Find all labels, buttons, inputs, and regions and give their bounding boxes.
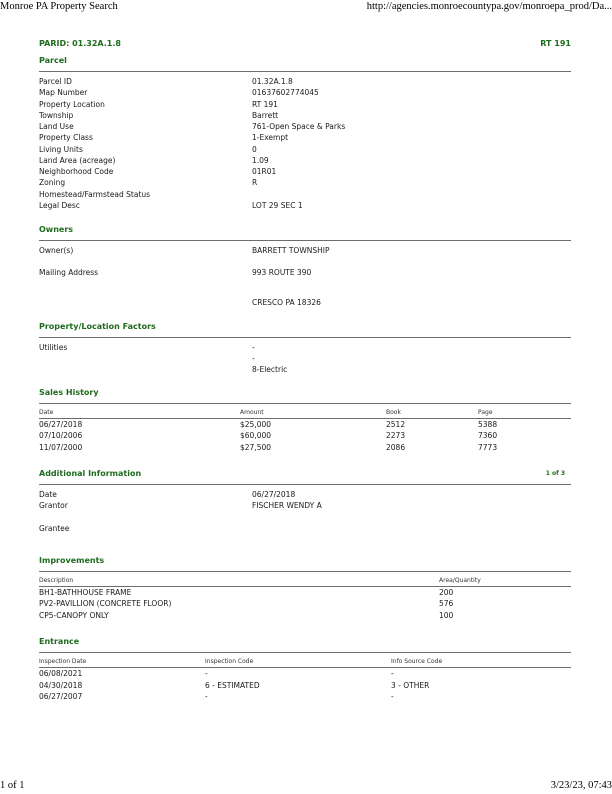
entrance-header-row	[39, 657, 571, 668]
parcel-section-title: Parcel	[39, 56, 571, 72]
owner-value: BARRETT TOWNSHIP	[252, 246, 330, 255]
property-record	[39, 36, 571, 703]
table-cell: -	[391, 692, 394, 702]
improvements-rows	[39, 586, 571, 621]
table-cell: 11/07/2000	[39, 442, 83, 452]
column-header: Date	[39, 408, 54, 416]
mailing-address-line2: CRESCO PA 18326	[252, 297, 321, 307]
parcel-field-value: LOT 29 SEC 1	[252, 200, 303, 210]
improvements-header-row	[39, 576, 571, 587]
table-cell: 2273	[386, 431, 406, 440]
print-page-number: 1 of 1	[0, 780, 25, 791]
parcel-section	[39, 56, 571, 211]
additional-date-row	[39, 489, 571, 500]
parcel-field-row	[39, 166, 571, 177]
table-cell: 7773	[478, 442, 498, 452]
mailing-address-row-2	[39, 297, 571, 308]
parcel-field-label: Property Class	[39, 133, 93, 143]
parcel-field-value: 01.32A.1.8	[252, 77, 293, 86]
print-page-title: Monroe PA Property Search	[0, 1, 118, 12]
column-header: Inspection Date	[39, 658, 87, 666]
improvements-section-title: Improvements	[39, 556, 571, 572]
table-cell: 100	[439, 610, 454, 620]
table-row	[39, 442, 571, 454]
owners-section	[39, 225, 571, 308]
table-cell: $60,000	[240, 431, 272, 440]
parcel-field-label: Neighborhood Code	[39, 167, 114, 176]
header-address: RT 191	[540, 39, 571, 48]
table-cell: 2086	[386, 442, 406, 452]
parcel-field-value	[252, 189, 571, 200]
table-cell: 07/10/2006	[39, 431, 83, 440]
parid-label: PARID: 01.32A.1.8	[39, 39, 121, 48]
parcel-field-label: Property Location	[39, 99, 105, 109]
column-header: Book	[386, 408, 401, 416]
parcel-field-row	[39, 110, 571, 121]
parcel-rows	[39, 76, 571, 211]
table-row	[39, 691, 571, 703]
table-cell: 06/08/2021	[39, 669, 83, 679]
table-cell: 06/27/2018	[39, 419, 83, 429]
parcel-field-value: R	[252, 178, 258, 188]
parcel-field-value: 761-Open Space & Parks	[252, 122, 346, 131]
utilities-values	[252, 342, 571, 376]
grantee-value	[252, 523, 571, 534]
entrance-section-title: Entrance	[39, 637, 571, 653]
column-header: Amount	[240, 408, 264, 416]
table-cell: $27,500	[240, 442, 272, 452]
parcel-field-row	[39, 189, 571, 200]
date-label: Date	[39, 490, 57, 499]
table-cell: 3 - OTHER	[391, 680, 430, 690]
parcel-field-value: 1.09	[252, 155, 269, 165]
parcel-field-row	[39, 132, 571, 143]
parcel-field-row	[39, 99, 571, 110]
parcel-field-row	[39, 200, 571, 211]
mailing-address-label: Mailing Address	[39, 268, 99, 278]
improvements-section	[39, 556, 571, 622]
parcel-field-label: Legal Desc	[39, 200, 80, 210]
utility-value: 8-Electric	[252, 365, 288, 375]
owner-label: Owner(s)	[39, 246, 74, 255]
parcel-field-row	[39, 155, 571, 166]
table-cell: 200	[439, 587, 454, 597]
print-header	[0, 1, 612, 15]
table-cell: 06/27/2007	[39, 692, 83, 702]
table-cell: -	[205, 669, 208, 679]
table-cell: -	[391, 669, 394, 679]
parcel-field-value: 0	[252, 144, 257, 154]
parcel-field-label: Parcel ID	[39, 77, 72, 86]
mailing-address-line1: 993 ROUTE 390	[252, 268, 312, 278]
table-row	[39, 668, 571, 680]
table-cell: 04/30/2018	[39, 680, 83, 690]
column-header: Area/Quantity	[439, 576, 481, 584]
table-row	[39, 586, 571, 598]
parcel-field-label: Homestead/Farmstead Status	[39, 189, 151, 199]
parcel-field-value: 01637602774045	[252, 88, 319, 98]
parcel-field-row	[39, 144, 571, 155]
table-row	[39, 418, 571, 430]
utility-value: -	[252, 354, 255, 363]
entrance-table	[39, 657, 571, 703]
entrance-rows	[39, 668, 571, 703]
utility-value: -	[252, 342, 255, 352]
parcel-field-value: Barrett	[252, 110, 279, 120]
table-cell: PV2-PAVILLION (CONCRETE FLOOR)	[39, 599, 172, 609]
entrance-section	[39, 637, 571, 703]
table-row	[39, 430, 571, 442]
parcel-field-value: RT 191	[252, 99, 278, 109]
parcel-field-row	[39, 121, 571, 132]
parcel-field-label: Zoning	[39, 178, 66, 188]
column-header: Page	[478, 408, 493, 416]
mailing-address-row	[39, 267, 571, 278]
factors-section-title: Property/Location Factors	[39, 322, 571, 338]
table-cell: 576	[439, 599, 454, 609]
print-datetime: 3/23/23, 07:43	[550, 780, 612, 791]
owners-section-title: Owners	[39, 225, 571, 241]
table-cell: 5388	[478, 419, 498, 429]
table-cell: CP5-CANOPY ONLY	[39, 610, 109, 620]
grantor-row	[39, 500, 571, 511]
utilities-row	[39, 342, 571, 376]
column-header: Description	[39, 576, 74, 584]
parcel-field-value: 1-Exempt	[252, 133, 289, 143]
sales-section-title: Sales History	[39, 388, 571, 404]
owner-row	[39, 245, 571, 256]
sales-rows	[39, 418, 571, 453]
table-cell: 2512	[386, 419, 406, 429]
parcel-field-label: Land Area (acreage)	[39, 155, 116, 165]
grantee-row	[39, 523, 571, 534]
record-pager[interactable]: 1 of 3	[545, 470, 565, 477]
table-cell: 7360	[478, 431, 498, 440]
table-row	[39, 598, 571, 610]
sales-header-row	[39, 408, 571, 419]
table-row	[39, 610, 571, 622]
print-url[interactable]: http://agencies.monroecountypa.gov/monroepa_prod/Da...	[366, 1, 612, 12]
table-cell: $25,000	[240, 419, 272, 429]
additional-section-title	[39, 469, 571, 485]
parcel-field-label: Living Units	[39, 144, 83, 154]
table-row	[39, 680, 571, 692]
parcel-field-label: Township	[39, 110, 74, 120]
grantee-label: Grantee	[39, 523, 70, 533]
factors-section	[39, 322, 571, 376]
record-header	[39, 36, 571, 54]
parcel-field-row	[39, 177, 571, 188]
improvements-table	[39, 576, 571, 622]
column-header: Inspection Code	[205, 658, 254, 666]
parcel-field-value: 01R01	[252, 167, 277, 176]
grantor-value: FISCHER WENDY A	[252, 501, 322, 511]
grantor-label: Grantor	[39, 501, 68, 511]
parcel-field-row	[39, 76, 571, 87]
additional-section	[39, 469, 571, 534]
table-cell: -	[205, 692, 208, 702]
table-cell: BH1-BATHHOUSE FRAME	[39, 587, 132, 597]
additional-title-text: Additional Information	[39, 469, 142, 478]
table-cell: 6 - ESTIMATED	[205, 680, 260, 690]
column-header: Info Source Code	[391, 658, 443, 666]
date-value: 06/27/2018	[252, 490, 296, 499]
sales-section	[39, 388, 571, 454]
parcel-field-label: Land Use	[39, 122, 74, 131]
parcel-field-label: Map Number	[39, 88, 88, 98]
parcel-field-row	[39, 87, 571, 98]
utilities-label: Utilities	[39, 342, 68, 352]
sales-table	[39, 408, 571, 454]
